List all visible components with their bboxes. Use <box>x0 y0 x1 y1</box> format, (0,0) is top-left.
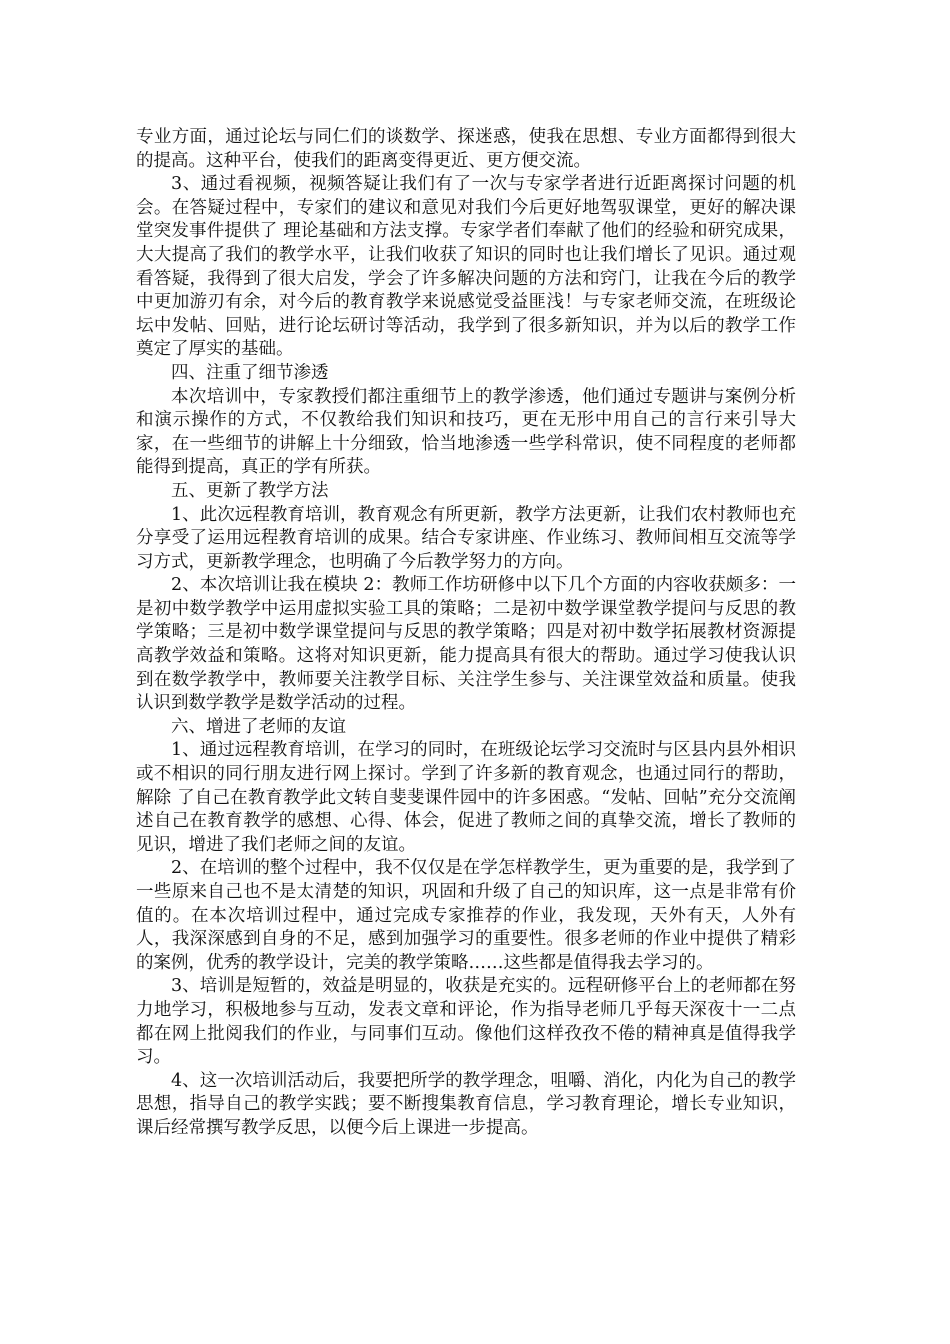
paragraph-video-qa: 3、通过看视频，视频答疑让我们有了一次与专家学者进行近距离探讨问题的机会。在答疑过程中，专家们的建议和意见对我们今后更好地驾驭课堂，更好的解决课堂突发事件提供了 理论基础和方法支撑。专家学者们奉献了他们的经验和研究成果，大大提高了我们的教学水平，让我们收获了知识的同时也让我们增长了见识。通过观看答疑，我得到了很大启发，学会了许多解决问题的方法和窍门，让我在今后的教学中更加游刃有余，对今后的教育教学来说感觉受益匪浅！与专家老师交流，在班级论坛中发帖、回贴，进行论坛研讨等活动，我学到了很多新知识，并为以后的教学工作奠定了厚实的基础。 <box>136 174 796 360</box>
paragraph-friendship-4: 4、这一次培训活动后，我要把所学的教学理念，咀嚼、消化，内化为自己的教学思想，指导自己的教学实践；要不断搜集教育信息，学习教育理论，增长专业知识，课后经常撰写教学反思，以便今后上课进一步提高。 <box>136 1070 796 1138</box>
paragraph-friendship-3: 3、培训是短暂的，效益是明显的，收获是充实的。远程研修平台上的老师都在努力地学习，积极地参与互动，发表文章和评论，作为指导老师几乎每天深夜十一二点都在网上批阅我们的作业，与同事们互动。像他们这样孜孜不倦的精神真是值得我学习。 <box>136 976 796 1068</box>
document-body <box>136 126 796 1141</box>
paragraph-method-2: 2、本次培训让我在模块 2：教师工作坊研修中以下几个方面的内容收获颇多：一是初中数学教学中运用虚拟实验工具的策略；二是初中数学课堂教学提问与反思的教学策略；三是初中数学课堂提问与反思的教学策略；四是对初中数学拓展教材资源提高教学效益和策略。这将对知识更新，能力提高具有很大的帮助。通过学习使我认识到在数学教学中，教师要关注教学目标、关注学生参与、关注课堂效益和质量。使我认识到数学教学是数学活动的过程。 <box>136 575 796 714</box>
paragraph-method-1: 1、此次远程教育培训，教育观念有所更新，教学方法更新，让我们农村教师也充分享受了运用远程教育培训的成果。结合专家讲座、作业练习、教师间相互交流等学习方式，更新教学理念，也明确了今后教学努力的方向。 <box>136 504 796 572</box>
paragraph-friendship-1: 1、通过远程教育培训，在学习的同时，在班级论坛学习交流时与区县内县外相识或不相识的同行朋友进行网上探讨。学到了许多新的教育观念，也通过同行的帮助，解除 了自己在教育教学此文转自斐斐课件园中的许多困惑。“发帖、回帖”充分交流阐述自己在教育教学的感想、心得、体会，促进了教师之间的真挚交流，增长了教师的见识，增进了我们老师之间的友谊。 <box>136 740 796 855</box>
paragraph-friendship-2: 2、在培训的整个过程中，我不仅仅是在学怎样教学生，更为重要的是，我学到了一些原来自己也不是太清楚的知识，巩固和升级了自己的知识库，这一点是非常有价值的。在本次培训过程中，通过完成专家推荐的作业，我发现，天外有天，人外有人，我深深感到自身的不足，感到加强学习的重要性。很多老师的作业中提供了精彩的案例，优秀的教学设计，完美的教学策略……这些都是值得我去学习的。 <box>136 858 796 973</box>
section-heading-4: 四、注重了细节渗透 <box>171 362 329 383</box>
paragraph-continued: 专业方面，通过论坛与同仁们的谈数学、探迷惑，使我在思想、专业方面都得到很大的提高。这种平台，使我们的距离变得更近、更方便交流。 <box>136 127 796 171</box>
section-heading-6: 六、增进了老师的友谊 <box>171 716 346 737</box>
paragraph-detail: 本次培训中，专家教授们都注重细节上的教学渗透，他们通过专题讲与案例分析和演示操作的方式，不仅教给我们知识和技巧，更在无形中用自己的言行来引导大家，在一些细节的讲解上十分细致，恰当地渗透一些学科常识，使不同程度的老师都能得到提高，真正的学有所获。 <box>136 386 796 478</box>
section-heading-5: 五、更新了教学方法 <box>171 480 329 501</box>
